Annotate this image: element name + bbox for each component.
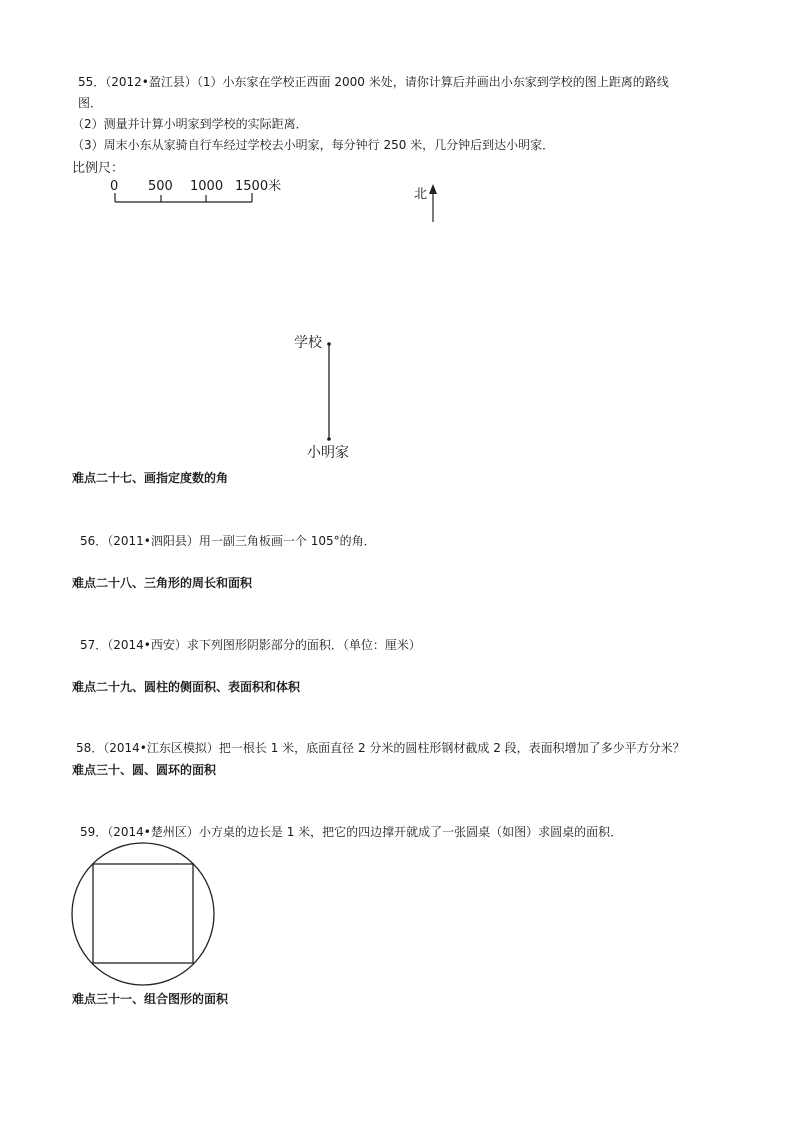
- north-arrow-icon: [429, 184, 437, 222]
- heading-27: 难点二十七、画指定度数的角: [72, 471, 229, 485]
- q55-part3: （3）周末小东从家骑自行车经过学校去小明家，每分钟行 250 米，几分钟后到达小明家．: [72, 138, 555, 152]
- q55-part1: 55．（2012•盈江县）（1）小东家在学校正西面 2000 米处，请你计算后并画出小东家到学校的图上距离的路线: [78, 75, 669, 89]
- q56: 56．（2011•泗阳县）用一副三角板画一个 105°的角．: [80, 534, 376, 548]
- q58: 58．（2014•江东区模拟）把一根长 1 米，底面直径 2 分米的圆柱形钢材截成 2 段，表面积增加了多少平方分米？: [76, 741, 685, 755]
- heading-30: 难点三十、圆、圆环的面积: [72, 763, 217, 777]
- school-home-segment: [327, 342, 331, 441]
- heading-28: 难点二十八、三角形的周长和面积: [72, 576, 253, 590]
- round-table-figure: [72, 843, 214, 985]
- q57: 57．（2014•西安）求下列图形阴影部分的面积．（单位：厘米）: [80, 638, 421, 652]
- xiaoming-home-label: 小明家: [307, 445, 349, 461]
- scale-tick-0: 0: [110, 179, 119, 194]
- scale-tick-1000: 1000: [190, 179, 224, 194]
- scale-label: 比例尺：: [72, 161, 125, 176]
- scale-tick-1500: 1500米: [235, 179, 282, 194]
- north-label: 北: [414, 187, 428, 202]
- scale-tick-500: 500: [148, 179, 173, 194]
- q55-part1-cont: 图．: [78, 96, 103, 110]
- scale-bar: [115, 193, 252, 202]
- q55-part2: （2）测量并计算小明家到学校的实际距离．: [72, 117, 308, 131]
- school-label: 学校: [294, 335, 322, 351]
- heading-31: 难点三十一、组合图形的面积: [72, 992, 229, 1006]
- heading-29: 难点二十九、圆柱的侧面积、表面积和体积: [72, 680, 301, 694]
- q59: 59．（2014•楚州区）小方桌的边长是 1 米，把它的四边撑开就成了一张圆桌（如图）求圆桌的面积．: [80, 825, 623, 839]
